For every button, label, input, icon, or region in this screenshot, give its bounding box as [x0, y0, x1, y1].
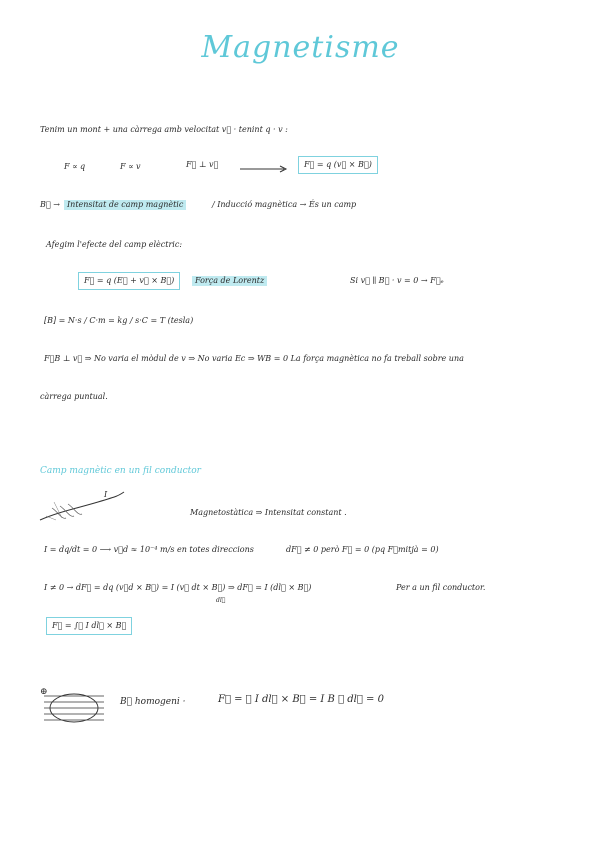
- integral-formula: F⃗ = ∫꜀ I dl⃗ × B⃗: [46, 617, 132, 635]
- example-formula: F⃗ = ∮ I dl⃗ × B⃗ = I B ∮ dl⃗ = 0: [218, 694, 384, 705]
- current-label: I: [104, 490, 108, 499]
- field-loop-diagram: [44, 690, 106, 726]
- section-title: Camp magnètic en un fil conductor: [40, 466, 201, 476]
- page-title: Magnetisme: [201, 30, 400, 65]
- current-line-right: dF⃗ ≠ 0 però F⃗ = 0 (pq F⃗mitjà = 0): [286, 545, 439, 554]
- perpendicular-relation: F⃗ ⊥ v⃗: [186, 160, 219, 169]
- lorentz-note: Si v⃗ ∥ B⃗ · v = 0 → F⃗ₑ: [350, 276, 444, 285]
- work-line-2: càrrega puntual.: [40, 392, 108, 401]
- arrow-icon: [240, 166, 290, 172]
- b-definition-rest: / Inducció magnètica → És un camp: [212, 200, 357, 209]
- magnetostatics-line: Magnetostàtica ⇒ Intensitat constant .: [190, 508, 347, 517]
- current-line: I = dq/dt = 0 ⟶ v⃗d ≈ 10⁻⁴ m/s en totes direccions: [44, 545, 254, 554]
- lorentz-formula: F⃗ = q (E⃗ + v⃗ × B⃗): [78, 272, 180, 290]
- force-line-right: Per a un fil conductor.: [396, 583, 486, 592]
- force-line-sub: dl⃗: [216, 597, 226, 604]
- b-definition-highlight: Intensitat de camp magnètic: [64, 200, 186, 210]
- lorentz-label: Força de Lorentz: [192, 276, 267, 286]
- wire-diagram: [38, 490, 128, 526]
- work-line-1: F⃗B ⊥ v⃗ ⇒ No varia el mòdul de v ⇒ No varia Ec ⇒ WB = 0 La força magnètica no fa treball sobre una: [44, 354, 464, 363]
- lorentz-magnetic-formula: F⃗ = q (v⃗ × B⃗): [298, 156, 378, 174]
- proportional-v: F ∝ v: [120, 162, 141, 171]
- example-label: B⃗ homogeni ·: [120, 697, 186, 707]
- units-line: [B] = N·s / C·m = kg / s·C = T (tesla): [44, 316, 194, 325]
- lorentz-intro: Afegim l'efecte del camp elèctric:: [46, 240, 183, 249]
- proportional-q: F ∝ q: [64, 162, 86, 171]
- intro-text: Tenim un mont + una càrrega amb velocitat v⃗ · tenint q · v :: [40, 125, 288, 134]
- example-marker: ⊕: [40, 687, 48, 697]
- b-symbol: B⃗ →: [40, 200, 60, 209]
- force-line: I ≠ 0 → dF⃗ = dq (v⃗d × B⃗) = I (v⃗ dt × B⃗) ⇒ dF⃗ = I (dl⃗ × B⃗): [44, 583, 312, 592]
